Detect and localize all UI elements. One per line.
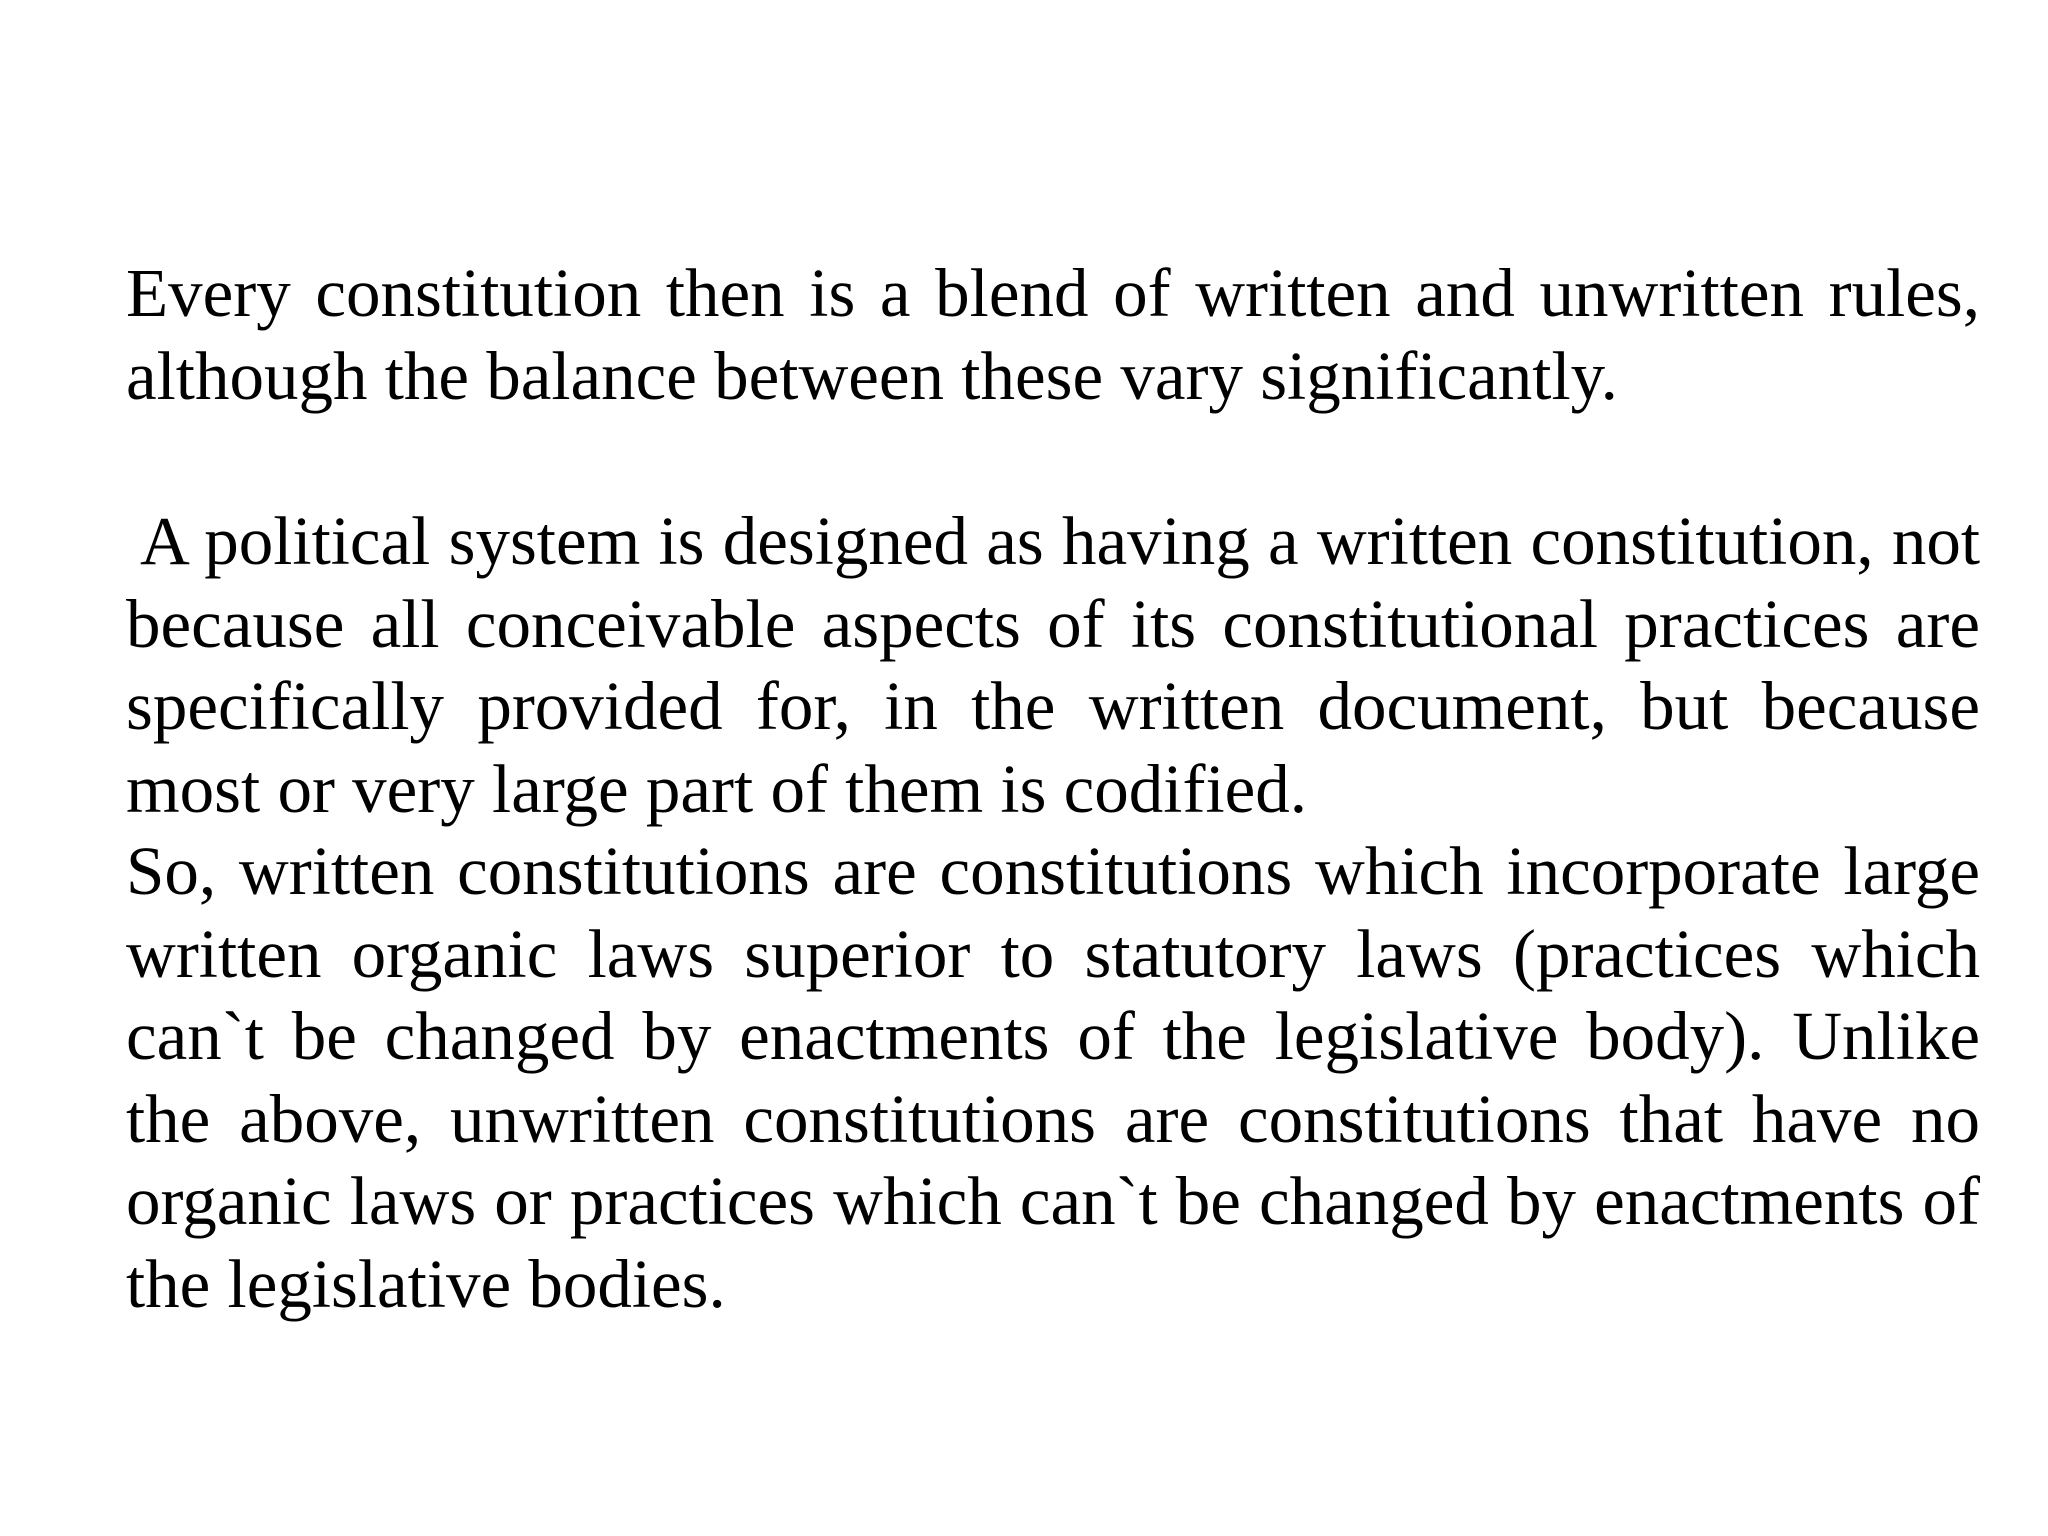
paragraph-written-constitution-definition: A political system is designed as having a written constitution, not because all conceivable aspects of its constitutional practices are specifically provided for, in the written document, but because most or very large part of them is codified. (126, 503, 1980, 827)
paragraph-blend-of-rules: Every constitution then is a blend of written and unwritten rules, although the balance between these vary significantly. (126, 255, 1980, 414)
slide-text-body (126, 252, 1980, 1325)
paragraph-written-vs-unwritten: So, written constitutions are constitutions which incorporate large written organic laws superior to statutory laws (practices which can`t be changed by enactments of the legislative body). Unlike the above, unwritten constitutions are constitutions that have no organic laws or practices which can`t be changed by enactments of the legislative bodies. (126, 833, 1980, 1322)
